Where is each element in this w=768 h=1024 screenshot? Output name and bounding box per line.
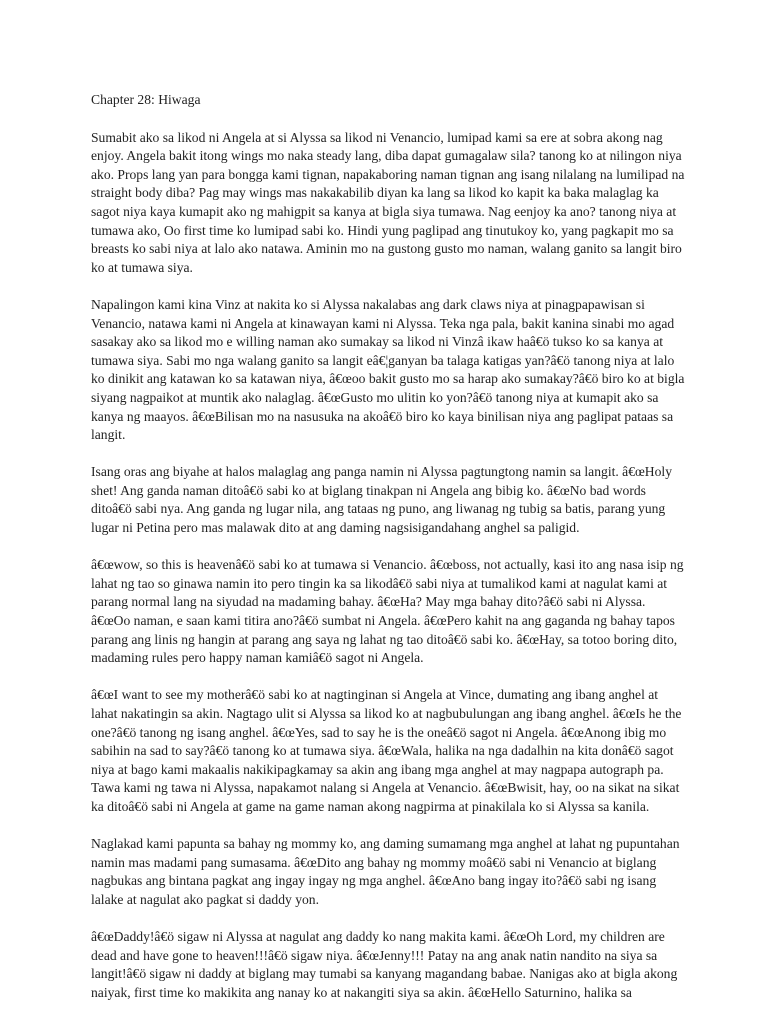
paragraph-7: â€œDaddy!â€ö sigaw ni Alyssa at nagulat ang daddy ko nang makita kami. â€œOh Lord, my children are dead and have gone to heaven!!!â€ö sigaw niya. â€œJenny!!! Patay na ang anak natin nandito na siya sa langit!â€ö sigaw ni daddy at biglang may tumabi sa kanyang magandang babae. Nanigas ako at bigla akong naiyak, first time ko makikita ang nanay ko at nakangiti siya sa akin. â€œHello Saturnino, halika sa: [91, 929, 678, 1000]
paragraph-4: â€œwow, so this is heavenâ€ö sabi ko at tumawa si Venancio. â€œboss, not actually, kasi ito ang nasa isip ng lahat ng tao so ginawa namin ito pero tingin ka sa likodâ€ö sabi niya at tumalikod kami at nagulat kami at parang normal lang na siyudad na madaming bahay. â€œHa? May mga bahay dito?â€ö sabi ni Alyssa. â€œOo naman, e saan kami titira ano?â€ö sumbat ni Angela. â€œPero kahit na ang gaganda ng bahay tapos parang ang linis ng hangin at parang ang saya ng lahat ng tao ditoâ€ö sabi ko. â€œHay, sa totoo boring dito, madaming rules pero happy naman kamiâ€ö sagot ni Angela.: [91, 557, 684, 666]
paragraph-6: Naglakad kami papunta sa bahay ng mommy ko, ang daming sumamang mga anghel at lahat ng pupuntahan namin mas madami pang sumasama. â€œDito ang bahay ng mommy moâ€ö sabi ni Venancio at biglang nagbukas ang bintana pagkat ang ingay ingay ng mga anghel. â€œAno bang ingay ito?â€ö sabi ng isang lalake at nagulat ako pagkat si daddy yon.: [91, 836, 680, 907]
document-body: [91, 91, 685, 1021]
chapter-title: Chapter 28: Hiwaga: [91, 92, 201, 107]
paragraph-2: Napalingon kami kina Vinz at nakita ko si Alyssa nakalabas ang dark claws niya at pinagpapawisan si Venancio, natawa kami ni Angela at kinawayan kami ni Alyssa. Teka nga pala, bakit kanina sinabi mo agad sasakay ako sa likod mo e willing naman ako sumakay sa likod ni Vinzâ ikaw haâ€ö tukso ko sa kanya at tumawa siya. Sabi mo nga walang ganito sa langit eâ€¦ganyan ba talaga katigas yan?â€ö tanong niya at lalo ko dinikit ang katawan ko sa katawan niya, â€œoo bakit gusto mo sa harap ako sumakay?â€ö biro ko at bigla siyang nagpaikot at muntik ako nalaglag. â€œGusto mo ulitin ko yon?â€ö tanong niya at kumapit ako sa kanya ng maayos. â€œBilisan mo na nasusuka na akoâ€ö biro ko kaya binilisan niya ang paglipat pataas sa langit.: [91, 296, 685, 443]
paragraph-1: Sumabit ako sa likod ni Angela at si Alyssa sa likod ni Venancio, lumipad kami sa ere at sobra akong nag enjoy. Angela bakit itong wings mo naka steady lang, diba dapat gumagalaw sila? tanong ko at nilingon niya ako. Props lang yan para bongga kami tignan, napakaboring naman tignan ang isang nilalang na lumilipad na straight body diba? Pag may wings mas nakakabilib diyan ka lang sa likod ko kapit ka baka malaglag ka sagot niya kaya kumapit ako ng mahigpit sa kanya at bigla siya tumawa. Nag eenjoy ka ano? tanong niya at tumawa ako, Oo first time ko lumipad sabi ko. Hindi yung paglipad ang tinutukoy ko, yang pagkapit mo sa breasts ko sabi niya at lalo ako natawa. Aminin mo na gustong gusto mo naman, walang ganito sa langit biro ko at tumawa siya.: [91, 129, 685, 275]
paragraph-3: Isang oras ang biyahe at halos malaglag ang panga namin ni Alyssa pagtungtong namin sa langit. â€œHoly shet! Ang ganda naman ditoâ€ö sabi ko at biglang tinakpan ni Angela ang bibig ko. â€œNo bad words ditoâ€ö sabi nya. Ang ganda ng lugar nila, ang tataas ng puno, ang liwanag ng tubig sa batis, parang yung lugar ni Petina pero mas malawak dito at ang daming nagsisigandahang anghel sa paligid.: [91, 464, 672, 536]
paragraph-5: â€œI want to see my motherâ€ö sabi ko at nagtinginan si Angela at Vince, dumating ang ibang anghel at lahat nakatingin sa akin. Nagtago ulit si Alyssa sa likod ko at nagbubulungan ang ibang anghel. â€œIs he the one?â€ö tanong ng isang anghel. â€œYes, sad to say he is the oneâ€ö sagot ni Angela. â€œAnong ibig mo sabihin na sad to say?â€ö tanong ko at tumawa siya. â€œWala, halika na nga dadalhin na kita donâ€ö sagot niya at bago kami makaalis nakikipagkamay sa akin ang ibang mga anghel at may nagpapa autograph pa. Tawa kami ng tawa ni Alyssa, napakamot nalang si Angela at Venancio. â€œBwisit, hay, oo na sikat na sikat ka ditoâ€ö sabi ni Angela at game na game naman akong nagpirma at pinakilala ko si Alyssa sa kanila.: [91, 687, 682, 814]
